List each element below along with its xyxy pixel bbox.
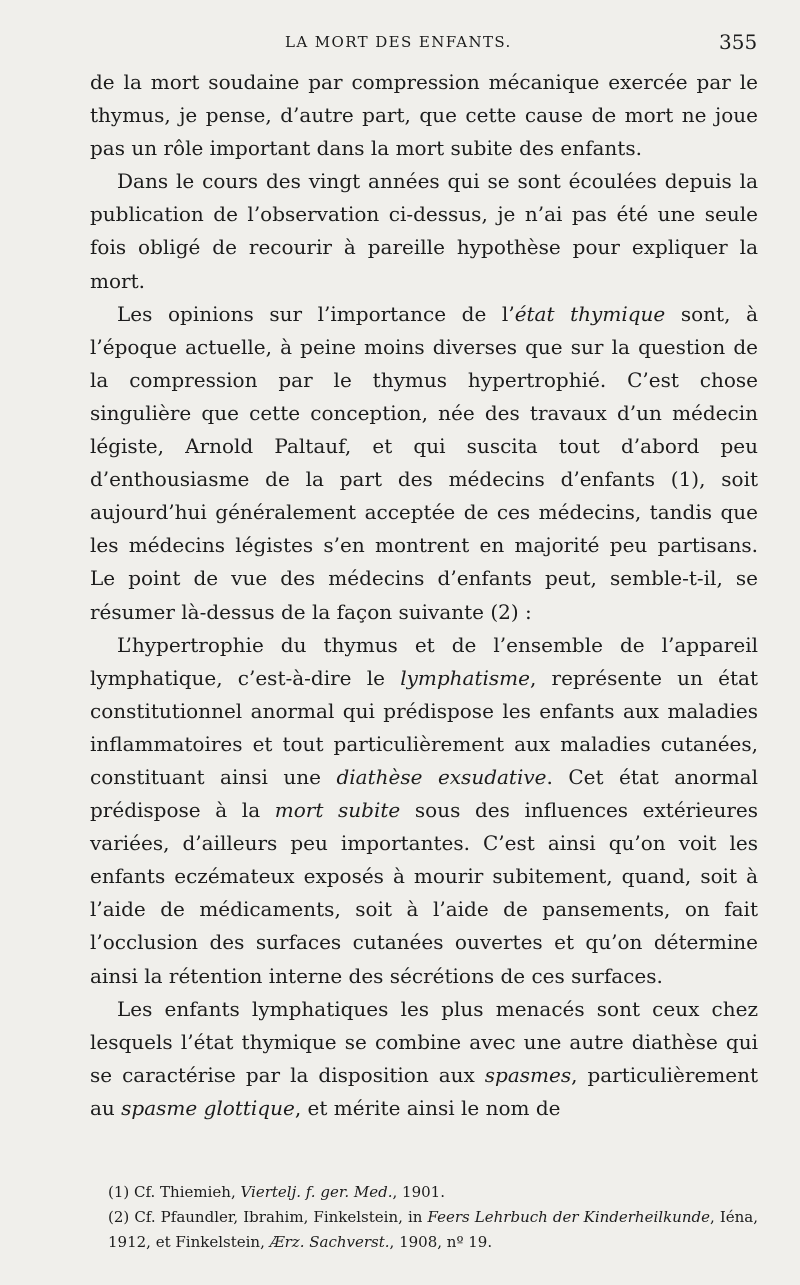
text-run: Dans le cours des vingt années qui se sont écoulées depuis la publication de l’observation ci-dessus, je n’ai pas été une seule fois obligé de recourir à pareille hypothèse pour expliquer la mort. xyxy=(90,169,758,293)
text-run: , 1901. xyxy=(392,1183,445,1201)
footnote xyxy=(108,1180,758,1205)
paragraph xyxy=(90,66,758,165)
text-run: sont, à l’époque actuelle, à peine moins diverses que sur la question de la compression par le thymus hypertrophié. C’est chose singulière que cette conception, née des travaux d’un médecin légiste, Arnold Paltauf, et qui suscita tout d’abord peu d’enthousiasme de la part des médecins d’enfants (1), soit aujourd’hui généralement acceptée de ces médecins, tandis que les médecins légistes s’en montrent en majorité peu partisans. Le point de vue des médecins d’enfants peut, semble-t-il, se résumer là-dessus de la façon suivante (2) : xyxy=(90,301,758,624)
text-run: Les opinions sur l’importance de l’ xyxy=(117,301,515,326)
paragraph xyxy=(90,993,758,1125)
paragraph xyxy=(90,629,758,993)
italic-text: Feers Lehrbuch der Kinderheilkunde xyxy=(427,1208,710,1226)
text-run: Les enfants lymphatiques les plus menacés sont ceux chez lesquels l’état thymique se combine avec une autre diathèse qui se caractérise par la disposition aux xyxy=(90,996,758,1087)
text-run: , représente un état constitutionnel anormal qui prédispose les enfants aux maladies inflammatoires et tout particulièrement aux maladies cutanées, constituant ainsi une xyxy=(90,665,758,789)
text-run: de la mort soudaine par compression mécanique exercée par le thymus, je pense, d’autre part, que cette cause de mort ne joue pas un rôle important dans la mort subite des enfants. xyxy=(90,70,758,161)
italic-text: spasmes xyxy=(484,1062,572,1087)
text-run: (2) Cf. Pfaundler, Ibrahim, Finkelstein, in xyxy=(108,1208,428,1226)
italic-text: lymphatisme xyxy=(400,665,530,690)
paragraph xyxy=(90,298,758,629)
italic-text: Ærz. Sachverst. xyxy=(269,1233,390,1251)
body-text xyxy=(90,66,758,1125)
text-run: . Cet état anormal prédispose à la xyxy=(90,764,758,823)
footnotes xyxy=(108,1180,758,1255)
italic-text: diathèse exsudative xyxy=(336,764,547,789)
running-title: LA MORT DES ENFANTS. xyxy=(285,33,512,51)
text-run: , et mérite ainsi le nom de xyxy=(294,1095,561,1120)
running-head xyxy=(0,30,800,60)
italic-text: spasme glottique xyxy=(121,1095,295,1120)
italic-text: état thymique xyxy=(514,301,666,326)
text-run: , particulièrement au xyxy=(90,1062,759,1120)
page-number: 355 xyxy=(719,30,758,54)
text-run: (1) Cf. Thiemieh, xyxy=(108,1183,241,1201)
paragraph xyxy=(90,165,758,297)
italic-text: mort subite xyxy=(274,798,401,823)
italic-text: Viertelj. f. ger. Med. xyxy=(240,1183,393,1201)
text-run: sous des influences extérieures variées, d’ailleurs peu importantes. C’est ainsi qu’on voit les enfants eczémateux exposés à mourir subitement, quand, soit à l’aide de médicaments, soit à l’aide de pansements, on fait l’occlusion des surfaces cutanées ouvertes et qu’on détermine ainsi la rétention interne des sécrétions de ces surfaces. xyxy=(90,798,759,988)
footnote xyxy=(108,1205,758,1255)
text-run: , Iéna, 1912, et Finkelstein, xyxy=(108,1208,758,1251)
text-run: , 1908, nº 19. xyxy=(389,1233,493,1251)
text-run: L’hypertrophie du thymus et de l’ensemble de l’appareil lymphatique, c’est-à-dire le xyxy=(90,632,758,690)
